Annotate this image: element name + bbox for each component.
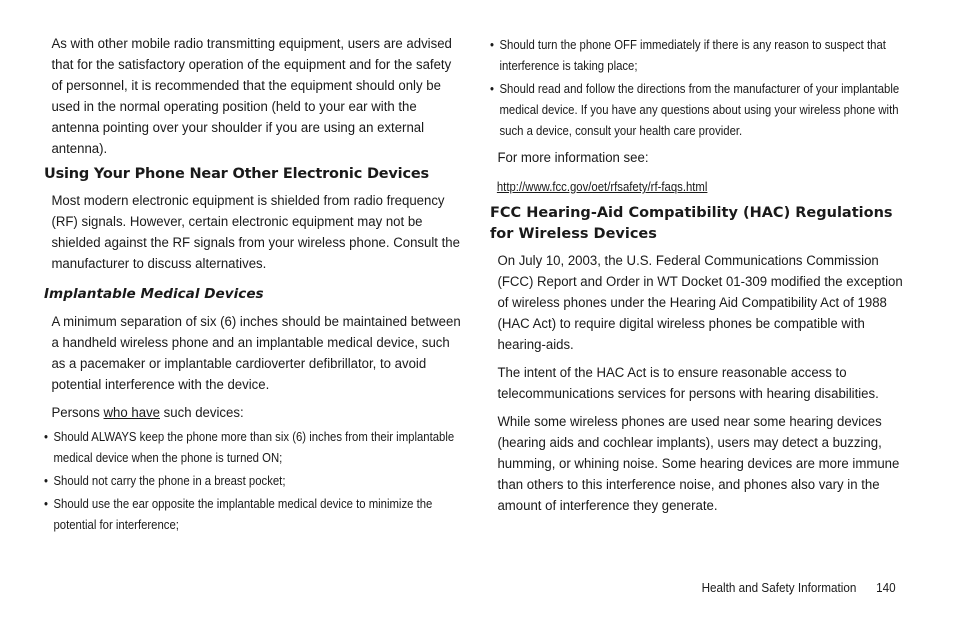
left-bullet-list: [44, 426, 456, 535]
list-item: • Should ALWAYS keep the phone more than six (6) inches from their implantable medical device when the phone is turned ON;: [44, 426, 464, 468]
persons-paragraph: [44, 403, 465, 424]
intro-paragraph: As with other mobile radio transmitting equipment, users are advised that for the satisfactory operation of the equipment and for the safety of personnel, it is recommended that the equipment should only be used in the normal operating position (held to your ear with the antenna pointing over your shoulder if you are using an external antenna).: [51, 36, 452, 157]
separation-paragraph: A minimum separation of six (6) inches should be maintained between a handheld wireless phone and an implantable medical device, such as a pacemaker or implantable cardioverter defibrillator, to avoid potential interference with the device.: [51, 314, 461, 393]
list-item: • Should read and follow the directions from the manufacturer of your implantable medical device. If you have any questions about using your wireless phone with such a device, consult your health care provider.: [490, 78, 910, 141]
page-footer: [702, 578, 896, 598]
persons-link[interactable]: who have: [103, 405, 161, 421]
right-column: [490, 34, 902, 517]
section-heading-electronic-devices: Using Your Phone Near Other Electronic Devices: [44, 166, 429, 182]
persons-text-post: such devices:: [160, 405, 244, 421]
list-item: • Should not carry the phone in a breast pocket;: [44, 470, 464, 491]
right-bullet-list: [490, 34, 902, 141]
list-item: • Should turn the phone OFF immediately if there is any reason to suspect that interference is taking place;: [490, 34, 910, 76]
list-item: • Should use the ear opposite the implantable medical device to minimize the potential for interference;: [44, 493, 464, 535]
electronic-devices-paragraph: Most modern electronic equipment is shielded from radio frequency (RF) signals. However, certain electronic equipment may not be shielded against the RF signals from your wireless phone. Consult the manufacturer to discuss alternatives.: [51, 193, 460, 272]
hac-paragraph-2: The intent of the HAC Act is to ensure reasonable access to telecommunications services for persons with hearing disabilities.: [497, 365, 879, 402]
more-info-text: For more information see:: [497, 150, 649, 166]
persons-text-pre: Persons: [51, 405, 104, 421]
hac-paragraph-1: On July 10, 2003, the U.S. Federal Communications Commission (FCC) Report and Order in WT Docket 01-309 modified the exception of wireless phones under the Hearing Aid Compatibility Act of 1988 (HAC Act) to require digital wireless phones be compatible with hearing-aids.: [497, 253, 903, 353]
hac-paragraph-3: While some wireless phones are used near some hearing devices (hearing aids and cochlear implants), users may detect a buzzing, humming, or whining noise. Some hearing devices are more immune than others to this interference noise, and phones also vary in the amount of interference they generate.: [497, 414, 900, 514]
section-heading-hac: FCC Hearing-Aid Compatibility (HAC) Regulations for Wireless Devices: [490, 205, 893, 242]
page-number: 140: [876, 580, 896, 595]
subheading-implantable-devices: Implantable Medical Devices: [44, 286, 264, 302]
left-column: [44, 34, 461, 537]
footer-section-title: Health and Safety Information: [701, 580, 857, 595]
fcc-url-link[interactable]: http://www.fcc.gov/oet/rfsafety/rf-faqs.html: [496, 179, 708, 194]
